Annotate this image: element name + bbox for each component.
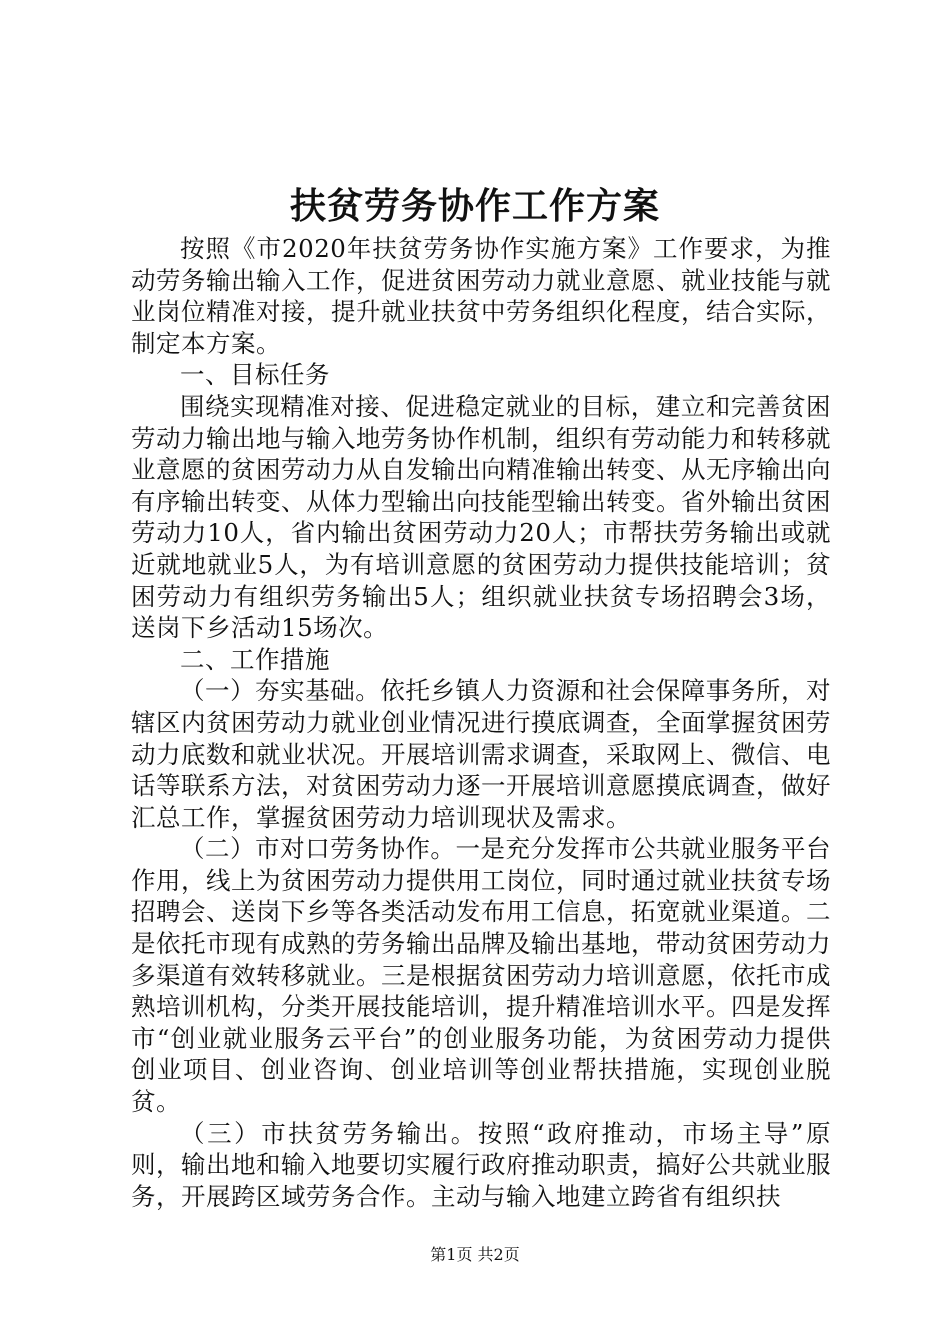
- paragraph-measure-2: （二）市对口劳务协作。一是充分发挥市公共就业服务平台作用，线上为贫困劳动力提供用工岗位，同时通过就业扶贫专场招聘会、送岗下乡等各类活动发布用工信息，拓宽就业渠道。二是依托市现有成熟的劳务输出品牌及输出基地，带动贫困劳动力多渠道有效转移就业。三是根据贫困劳动力培训意愿，依托市成熟培训机构，分类开展技能培训，提升精准培训水平。四是发挥市“创业就业服务云平台”的创业服务功能，为贫困劳动力提供创业项目、创业咨询、创业培训等创业帮扶措施，实现创业脱贫。: [131, 834, 831, 1117]
- section-heading-goals: 一、目标任务: [180, 360, 330, 390]
- document-title: 扶贫劳务协作工作方案: [289, 185, 660, 227]
- document-body: [131, 233, 831, 1212]
- paragraph-measure-1: （一）夯实基础。依托乡镇人力资源和社会保障事务所，对辖区内贫困劳动力就业创业情况进行摸底调查，全面掌握贫困劳动力底数和就业状况。开展培训需求调查，采取网上、微信、电话等联系方法，对贫困劳动力逐一开展培训意愿摸底调查，做好汇总工作，掌握贫困劳动力培训现状及需求。: [131, 676, 831, 832]
- paragraph-goals: 围绕实现精准对接、促进稳定就业的目标，建立和完善贫困劳动力输出地与输入地劳务协作机制，组织有劳动能力和转移就业意愿的贫困劳动力从自发输出向精准输出转变、从无序输出向有序输出转变、从体力型输出向技能型输出转变。省外输出贫困劳动力10人，省内输出贫困劳动力20人；市帮扶劳务输出或就近就地就业5人，为有培训意愿的贫困劳动力提供技能培训；贫困劳动力有组织劳务输出5人；组织就业扶贫专场招聘会3场，送岗下乡活动15场次。: [131, 391, 831, 643]
- section-heading-measures: 二、工作措施: [180, 644, 330, 674]
- page-footer: 第1页 共2页: [430, 1245, 520, 1264]
- paragraph-intro: 按照《市2020年扶贫劳务协作实施方案》工作要求，为推动劳务输出输入工作，促进贫困劳动力就业意愿、就业技能与就业岗位精准对接，提升就业扶贫中劳务组织化程度，结合实际，制定本方案。: [131, 234, 831, 358]
- paragraph-measure-3: （三）市扶贫劳务输出。按照“政府推动，市场主导”原则，输出地和输入地要切实履行政府推动职责，搞好公共就业服务，开展跨区域劳务合作。主动与输入地建立跨省有组织扶: [131, 1118, 831, 1211]
